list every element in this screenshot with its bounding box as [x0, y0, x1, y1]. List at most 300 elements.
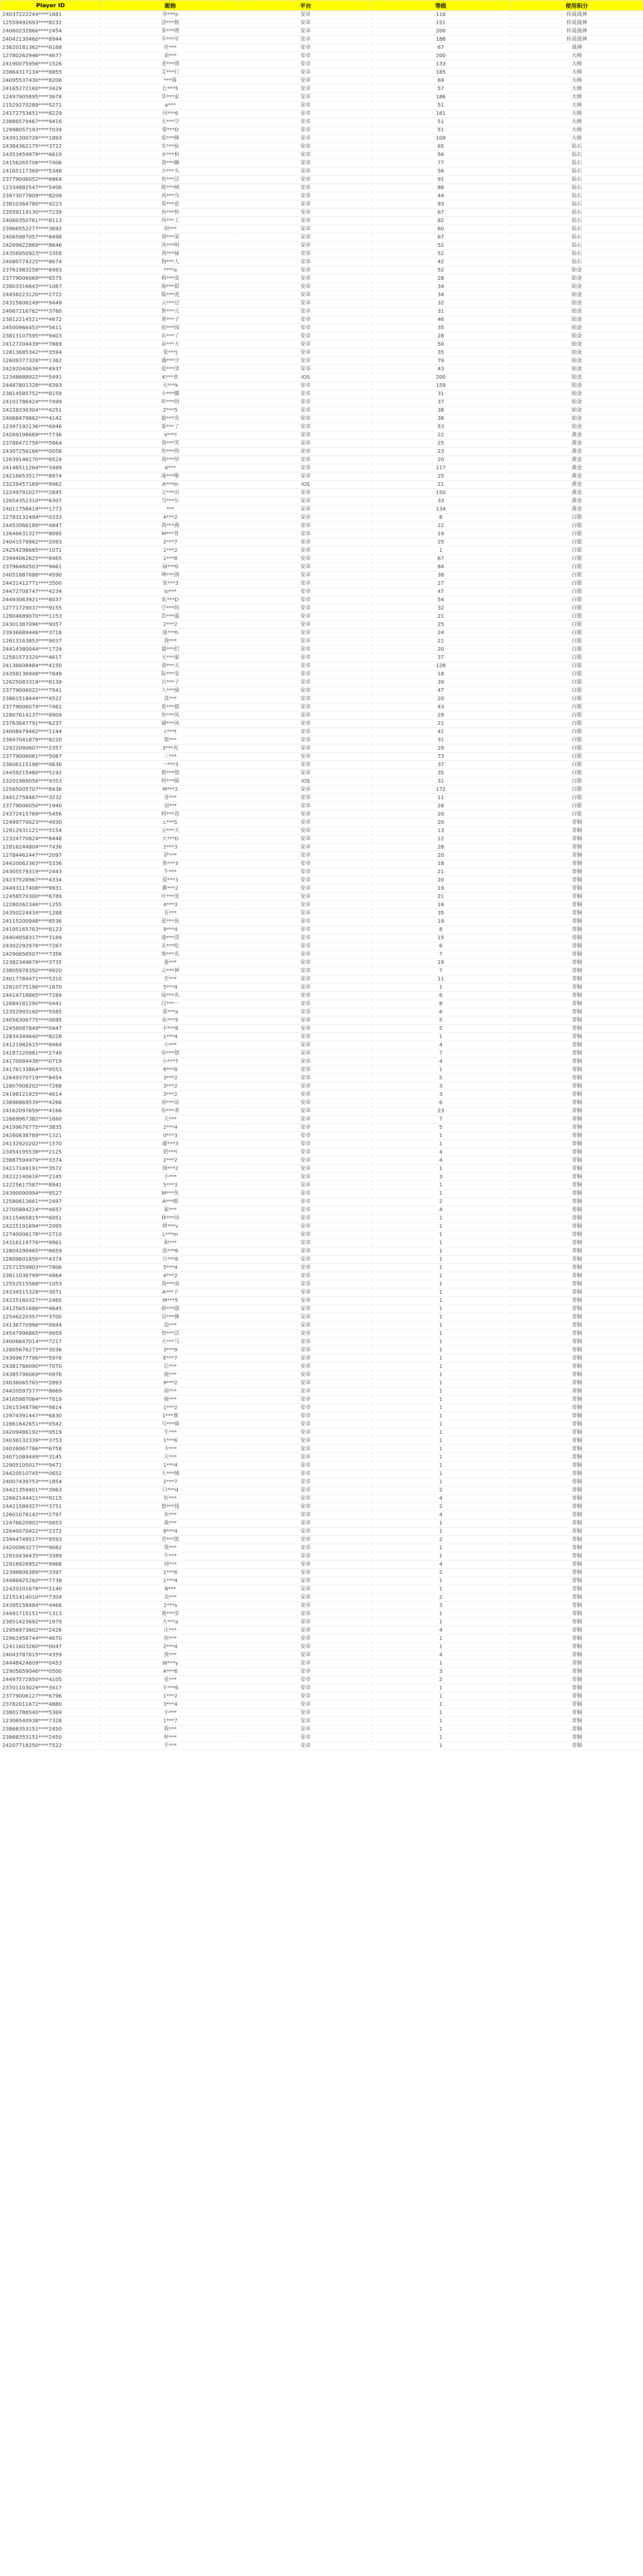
table-row[interactable]: [1, 439, 643, 448]
table-row[interactable]: [1, 769, 643, 777]
table-row[interactable]: [1, 209, 643, 217]
table-row[interactable]: [1, 1256, 643, 1264]
table-row[interactable]: [1, 1659, 643, 1668]
table-row[interactable]: [1, 1602, 643, 1610]
table-row[interactable]: [1, 1082, 643, 1091]
table-row[interactable]: [1, 1701, 643, 1709]
cell-player-id: 23201989056****9353: [1, 777, 101, 786]
table-row[interactable]: [1, 85, 643, 93]
cell-platform: 安卓: [240, 1206, 371, 1214]
table-row[interactable]: [1, 538, 643, 547]
cell-player-id: 12861642651****0542: [1, 1420, 101, 1429]
table-row[interactable]: [1, 1668, 643, 1676]
table-row[interactable]: [1, 1503, 643, 1511]
table-row[interactable]: [1, 431, 643, 439]
cell-platform: 安卓: [240, 876, 371, 885]
table-row[interactable]: [1, 1181, 643, 1190]
table-row[interactable]: [1, 1429, 643, 1437]
table-row[interactable]: [1, 1643, 643, 1651]
table-row[interactable]: [1, 415, 643, 423]
table-row[interactable]: [1, 93, 643, 101]
table-row[interactable]: [1, 217, 643, 225]
table-row[interactable]: [1, 530, 643, 538]
table-row[interactable]: [1, 1280, 643, 1289]
table-row[interactable]: [1, 860, 643, 868]
table-row[interactable]: [1, 1016, 643, 1025]
cell-nickname: 3***4: [101, 1701, 240, 1709]
cell-nickname: 你***情: [101, 1049, 240, 1058]
cell-platform: 安卓: [240, 926, 371, 934]
cell-nickname: 鲁***3: [101, 860, 240, 868]
cell-points: 青铜: [511, 901, 643, 909]
cell-platform: 安卓: [240, 1635, 371, 1643]
table-row[interactable]: [1, 670, 643, 679]
cell-points: 青铜: [511, 1486, 643, 1495]
table-row[interactable]: [1, 60, 643, 69]
cell-platform: 安卓: [240, 893, 371, 901]
table-row[interactable]: [1, 1610, 643, 1618]
table-row[interactable]: [1, 1717, 643, 1725]
table-row[interactable]: [1, 794, 643, 802]
table-row[interactable]: [1, 1346, 643, 1354]
table-row[interactable]: [1, 654, 643, 662]
table-row[interactable]: [1, 868, 643, 876]
table-row[interactable]: [1, 1000, 643, 1008]
table-row[interactable]: [1, 942, 643, 951]
cell-points: 青铜: [511, 1330, 643, 1338]
table-row[interactable]: [1, 621, 643, 629]
table-row[interactable]: [1, 1049, 643, 1058]
table-row[interactable]: [1, 637, 643, 646]
table-row[interactable]: [1, 1058, 643, 1066]
table-row[interactable]: [1, 27, 643, 36]
table-row[interactable]: [1, 522, 643, 530]
table-row[interactable]: [1, 349, 643, 357]
table-row[interactable]: [1, 1206, 643, 1214]
table-row[interactable]: [1, 200, 643, 209]
cell-nickname: 想***钱: [101, 1503, 240, 1511]
table-row[interactable]: [1, 456, 643, 464]
table-row[interactable]: [1, 1140, 643, 1148]
cell-points: 铂金: [511, 291, 643, 299]
table-row[interactable]: [1, 1124, 643, 1132]
cell-nickname: V***i: [101, 431, 240, 439]
cell-platform: 安卓: [240, 299, 371, 308]
table-row[interactable]: [1, 291, 643, 299]
cell-nickname: 水***和: [101, 151, 240, 159]
table-row[interactable]: [1, 1330, 643, 1338]
table-row[interactable]: [1, 1618, 643, 1626]
table-row[interactable]: [1, 744, 643, 753]
table-row[interactable]: [1, 308, 643, 316]
table-row[interactable]: [1, 1734, 643, 1742]
table-row[interactable]: [1, 1272, 643, 1280]
cell-nickname: 听***的: [101, 398, 240, 406]
cell-level: 52: [371, 242, 511, 250]
table-row[interactable]: [1, 547, 643, 555]
table-row[interactable]: [1, 852, 643, 860]
cell-level: 11: [371, 975, 511, 984]
table-row[interactable]: [1, 596, 643, 604]
table-row[interactable]: [1, 835, 643, 843]
table-row[interactable]: [1, 703, 643, 711]
cell-points: 青铜: [511, 1387, 643, 1396]
table-row[interactable]: [1, 843, 643, 852]
table-row[interactable]: [1, 909, 643, 918]
cell-platform: 安卓: [240, 1626, 371, 1635]
table-row[interactable]: [1, 1190, 643, 1198]
header-row: [1, 1, 643, 11]
table-row[interactable]: [1, 1577, 643, 1585]
table-row[interactable]: [1, 1511, 643, 1519]
table-row[interactable]: [1, 1412, 643, 1420]
table-row[interactable]: [1, 588, 643, 596]
table-row[interactable]: [1, 1462, 643, 1470]
table-row[interactable]: [1, 1594, 643, 1602]
table-row[interactable]: [1, 1338, 643, 1346]
table-row[interactable]: [1, 1363, 643, 1371]
table-row[interactable]: [1, 646, 643, 654]
cell-nickname: 蛋***: [101, 959, 240, 967]
table-row[interactable]: [1, 242, 643, 250]
table-row[interactable]: [1, 489, 643, 497]
table-row[interactable]: [1, 876, 643, 885]
table-row[interactable]: [1, 604, 643, 613]
cell-level: 51: [371, 126, 511, 134]
table-row[interactable]: [1, 563, 643, 571]
table-row[interactable]: [1, 934, 643, 942]
table-row[interactable]: [1, 959, 643, 967]
cell-player-id: 24042130460****8944: [1, 36, 101, 44]
cell-points: 黄金: [511, 497, 643, 505]
table-row[interactable]: [1, 885, 643, 893]
table-row[interactable]: [1, 1264, 643, 1272]
column-header-level[interactable]: 等级: [371, 1, 511, 11]
table-row[interactable]: [1, 1544, 643, 1552]
table-row[interactable]: [1, 918, 643, 926]
table-row[interactable]: [1, 1157, 643, 1165]
table-row[interactable]: [1, 1091, 643, 1099]
table-row[interactable]: [1, 819, 643, 827]
table-row[interactable]: [1, 662, 643, 670]
table-row[interactable]: [1, 1528, 643, 1536]
cell-points: 青铜: [511, 1289, 643, 1297]
cell-level: 2: [371, 1676, 511, 1684]
table-row[interactable]: [1, 176, 643, 184]
cell-platform: 安卓: [240, 77, 371, 85]
table-row[interactable]: [1, 1297, 643, 1305]
table-row[interactable]: [1, 992, 643, 1000]
cell-platform: 安卓: [240, 134, 371, 143]
table-row[interactable]: [1, 1420, 643, 1429]
table-row[interactable]: [1, 332, 643, 341]
cell-player-id: 24497572850****4105: [1, 1676, 101, 1684]
table-row[interactable]: [1, 299, 643, 308]
column-header-nickname[interactable]: 昵称: [101, 1, 240, 11]
table-row[interactable]: [1, 464, 643, 472]
table-row[interactable]: [1, 687, 643, 695]
table-row[interactable]: [1, 258, 643, 266]
table-row[interactable]: [1, 275, 643, 283]
table-row[interactable]: [1, 159, 643, 167]
cell-level: 1: [371, 984, 511, 992]
table-row[interactable]: [1, 390, 643, 398]
table-row[interactable]: [1, 1585, 643, 1594]
table-row[interactable]: [1, 1635, 643, 1643]
cell-points: 青铜: [511, 1536, 643, 1544]
cell-nickname: 张***J: [101, 349, 240, 357]
table-row[interactable]: [1, 126, 643, 134]
table-row[interactable]: [1, 1173, 643, 1181]
table-row[interactable]: [1, 926, 643, 934]
table-row[interactable]: [1, 753, 643, 761]
table-row[interactable]: [1, 36, 643, 44]
table-row[interactable]: [1, 1041, 643, 1049]
table-row[interactable]: [1, 1519, 643, 1528]
table-row[interactable]: [1, 184, 643, 192]
table-row[interactable]: [1, 951, 643, 959]
cell-level: 37: [371, 761, 511, 769]
table-row[interactable]: [1, 316, 643, 324]
table-row[interactable]: [1, 134, 643, 143]
table-row[interactable]: [1, 1453, 643, 1462]
table-row[interactable]: [1, 571, 643, 580]
table-row[interactable]: [1, 283, 643, 291]
table-row[interactable]: [1, 374, 643, 382]
table-row[interactable]: [1, 1305, 643, 1313]
cell-player-id: 23847041879****8220: [1, 736, 101, 744]
table-row[interactable]: [1, 893, 643, 901]
cell-level: 7: [371, 1115, 511, 1124]
table-row[interactable]: [1, 151, 643, 159]
table-row[interactable]: [1, 1223, 643, 1231]
table-row[interactable]: [1, 901, 643, 909]
table-row[interactable]: [1, 613, 643, 621]
table-row[interactable]: [1, 711, 643, 720]
table-row[interactable]: [1, 1313, 643, 1321]
table-row[interactable]: [1, 802, 643, 810]
table-row[interactable]: [1, 1354, 643, 1363]
table-row[interactable]: [1, 1214, 643, 1223]
cell-level: 22: [371, 522, 511, 530]
table-row[interactable]: [1, 167, 643, 176]
table-row[interactable]: [1, 110, 643, 118]
table-row[interactable]: [1, 1099, 643, 1107]
cell-points: 白银: [511, 670, 643, 679]
cell-nickname: 天***: [101, 1453, 240, 1462]
table-row[interactable]: [1, 1709, 643, 1717]
table-row[interactable]: [1, 555, 643, 563]
cell-nickname: 卡***: [101, 1445, 240, 1453]
table-row[interactable]: [1, 233, 643, 242]
table-row[interactable]: [1, 1008, 643, 1016]
table-row[interactable]: [1, 382, 643, 390]
table-row[interactable]: [1, 398, 643, 406]
table-row[interactable]: [1, 1025, 643, 1033]
cell-level: 1: [371, 1305, 511, 1313]
cell-points: 白银: [511, 629, 643, 637]
cell-level: 21: [371, 868, 511, 876]
cell-platform: 安卓: [240, 1132, 371, 1140]
cell-points: 铂金: [511, 349, 643, 357]
cell-level: 185: [371, 69, 511, 77]
table-row[interactable]: [1, 448, 643, 456]
table-row[interactable]: [1, 1404, 643, 1412]
cell-player-id: 23812214521****4672: [1, 316, 101, 324]
table-row[interactable]: [1, 1239, 643, 1247]
cell-player-id: 12922090607****2357: [1, 744, 101, 753]
table-row[interactable]: [1, 810, 643, 819]
table-row[interactable]: [1, 1371, 643, 1379]
table-row[interactable]: [1, 143, 643, 151]
cell-nickname: M***骨: [101, 530, 240, 538]
cell-nickname: 我***妹: [101, 250, 240, 258]
cell-nickname: 天***: [101, 1115, 240, 1124]
table-row[interactable]: [1, 580, 643, 588]
table-row[interactable]: [1, 1321, 643, 1330]
cell-points: 青铜: [511, 1511, 643, 1519]
table-row[interactable]: [1, 77, 643, 85]
table-row[interactable]: [1, 1396, 643, 1404]
cell-nickname: 社***: [101, 44, 240, 52]
table-row[interactable]: [1, 101, 643, 110]
cell-points: 青铜: [511, 951, 643, 959]
table-row[interactable]: [1, 1676, 643, 1684]
table-row[interactable]: [1, 736, 643, 744]
table-row[interactable]: [1, 629, 643, 637]
table-row[interactable]: [1, 266, 643, 275]
table-row[interactable]: [1, 192, 643, 200]
cell-points: 青铜: [511, 1321, 643, 1330]
table-row[interactable]: [1, 11, 643, 19]
table-row[interactable]: [1, 827, 643, 835]
table-row[interactable]: [1, 19, 643, 27]
column-header-points[interactable]: 使用积分: [511, 1, 643, 11]
cell-points: 青铜: [511, 1412, 643, 1420]
cell-platform: 安卓: [240, 580, 371, 588]
table-row[interactable]: [1, 52, 643, 60]
cell-level: 23: [371, 1107, 511, 1115]
table-row[interactable]: [1, 69, 643, 77]
table-row[interactable]: [1, 786, 643, 794]
cell-player-id: 12249791027****2845: [1, 489, 101, 497]
table-row[interactable]: [1, 1552, 643, 1561]
cell-points: 青铜: [511, 1577, 643, 1585]
table-row[interactable]: [1, 1569, 643, 1577]
table-row[interactable]: [1, 497, 643, 505]
table-row[interactable]: [1, 472, 643, 481]
table-row[interactable]: [1, 1148, 643, 1157]
table-row[interactable]: [1, 1074, 643, 1082]
table-row[interactable]: [1, 1379, 643, 1387]
table-row[interactable]: [1, 679, 643, 687]
table-row[interactable]: [1, 1486, 643, 1495]
table-row[interactable]: [1, 514, 643, 522]
cell-nickname: 1***4: [101, 1577, 240, 1585]
cell-platform: 安卓: [240, 1371, 371, 1379]
cell-level: 1: [371, 1552, 511, 1561]
table-row[interactable]: [1, 761, 643, 769]
table-row[interactable]: [1, 695, 643, 703]
cell-player-id: 24420597577****8669: [1, 1387, 101, 1396]
cell-player-id: 24132920202****1570: [1, 1140, 101, 1148]
cell-platform: 安卓: [240, 52, 371, 60]
cell-player-id: 24136770996****0944: [1, 1321, 101, 1330]
cell-level: 20: [371, 852, 511, 860]
table-row[interactable]: [1, 1198, 643, 1206]
table-row[interactable]: [1, 423, 643, 431]
table-row[interactable]: [1, 481, 643, 489]
table-row[interactable]: [1, 1066, 643, 1074]
table-row[interactable]: [1, 1561, 643, 1569]
table-row[interactable]: [1, 1107, 643, 1115]
table-row[interactable]: [1, 967, 643, 975]
cell-nickname: 喜***: [101, 794, 240, 802]
cell-level: 1: [371, 1346, 511, 1354]
table-row[interactable]: [1, 225, 643, 233]
table-row[interactable]: [1, 1626, 643, 1635]
table-row[interactable]: [1, 1289, 643, 1297]
table-row[interactable]: [1, 357, 643, 365]
table-row[interactable]: [1, 250, 643, 258]
cell-points: 青铜: [511, 1074, 643, 1082]
table-row[interactable]: [1, 1387, 643, 1396]
table-row[interactable]: [1, 406, 643, 415]
table-row[interactable]: [1, 1437, 643, 1445]
cell-level: 35: [371, 349, 511, 357]
cell-nickname: 看***德: [101, 703, 240, 711]
cell-player-id: 12646631327****8095: [1, 530, 101, 538]
table-row[interactable]: [1, 1247, 643, 1256]
table-row[interactable]: [1, 1725, 643, 1734]
table-row[interactable]: [1, 1231, 643, 1239]
table-row[interactable]: [1, 365, 643, 374]
table-row[interactable]: [1, 1478, 643, 1486]
table-row[interactable]: [1, 777, 643, 786]
table-row[interactable]: [1, 44, 643, 52]
table-row[interactable]: [1, 1692, 643, 1701]
cell-platform: 安卓: [240, 1082, 371, 1091]
table-row[interactable]: [1, 1742, 643, 1750]
table-row[interactable]: [1, 324, 643, 332]
table-row[interactable]: [1, 1536, 643, 1544]
cell-platform: 安卓: [240, 1668, 371, 1676]
column-header-platform[interactable]: 平台: [240, 1, 371, 11]
table-row[interactable]: [1, 975, 643, 984]
table-row[interactable]: [1, 1684, 643, 1692]
table-row[interactable]: [1, 341, 643, 349]
table-row[interactable]: [1, 1495, 643, 1503]
table-row[interactable]: [1, 720, 643, 728]
table-row[interactable]: [1, 1470, 643, 1478]
column-header-player-id[interactable]: Player ID: [1, 1, 101, 11]
table-row[interactable]: [1, 984, 643, 992]
cell-points: 青铜: [511, 1016, 643, 1025]
table-row[interactable]: [1, 728, 643, 736]
table-row[interactable]: [1, 1445, 643, 1453]
table-row[interactable]: [1, 505, 643, 514]
table-row[interactable]: [1, 1132, 643, 1140]
table-row[interactable]: [1, 1033, 643, 1041]
cell-platform: 安卓: [240, 1412, 371, 1420]
table-row[interactable]: [1, 118, 643, 126]
table-row[interactable]: [1, 1651, 643, 1659]
cell-nickname: 1***6: [101, 1569, 240, 1577]
table-row[interactable]: [1, 1115, 643, 1124]
table-row[interactable]: [1, 1165, 643, 1173]
cell-nickname: 好***: [101, 1495, 240, 1503]
cell-level: 20: [371, 646, 511, 654]
